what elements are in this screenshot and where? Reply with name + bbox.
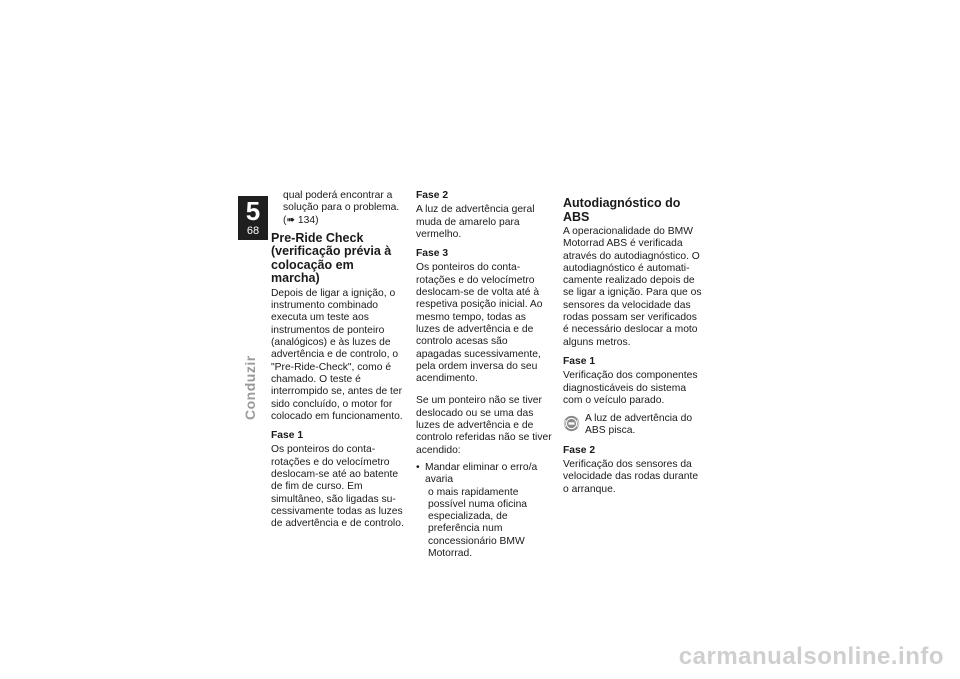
column-2 — [416, 190, 552, 565]
page-number: 68 — [246, 225, 260, 237]
fase-1-text: Os ponteiros do conta-rotações e do velocímetro deslocam-se até ao batente de fim de curso. Em simultâneo, são ligadas sucessivamente todas as luzes de advertência e de controlo. — [271, 444, 404, 530]
abs-heading: Autodiagnóstico do ABS — [563, 196, 681, 224]
chapter-number: 5 — [245, 196, 261, 226]
fase-1-title: Fase 1 — [271, 430, 304, 442]
column-1 — [271, 190, 405, 536]
bullet-icon: • — [416, 461, 420, 473]
list-item — [416, 462, 552, 487]
abs-note — [563, 413, 703, 438]
fase-2-text: A luz de advertência geral muda de amarelo para vermelho. — [416, 204, 535, 240]
column-3 — [563, 190, 703, 501]
pre-ride-check-paragraph: Depois de ligar a ignição, o instrumento combinado executa um teste aos instrumentos de ponteiro (analógicos) e às luzes de advertência e de controlo, o "Pre-Ride-Check", como é chamado. O teste é interrompido se, antes de ter sido concluído, o motor for colocado em funcionamento. — [271, 287, 403, 422]
watermark: carmanualsonline.info — [678, 643, 944, 670]
chapter-label: Conduzir — [242, 355, 258, 420]
intro-text: qual poderá encontrar a solução para o problema. (➠ 134) — [283, 190, 400, 226]
chapter-tab — [238, 196, 268, 240]
abs-paragraph: A operacionalidade do BMW Motorrad ABS é verificada através do autodiagnóstico. O autodiagnóstico é automaticamente realizado depois de se ligar a ignição. Para que os sensores da velocidade das rodas possam ser verificados é necessário deslocar a moto alguns metros. — [563, 226, 702, 348]
abs-fase-1-text: Verificação dos componentes diagnosticáveis do sistema com o veículo parado. — [563, 370, 698, 406]
list-item-text: o mais rapidamente possível numa oficina especializada, de preferência num concessionário BMW Motorrad. — [428, 486, 528, 560]
fase-3-text: Os ponteiros do conta-rotações e do velocímetro deslocam-se de volta até à respetiva posição inicial. Ao mesmo tempo, todas as luzes de advertência e de controlo acesas são apagadas sucessivamente, pela ordem inversa do seu acendimento. — [416, 262, 543, 385]
abs-note-text: A luz de advertência do ABS pisca. — [585, 413, 693, 437]
abs-warning-light-icon — [563, 415, 580, 432]
list-item-first-line: Mandar eliminar o erro/a avaria — [425, 461, 538, 486]
failure-paragraph: Se um ponteiro não se tiver deslocado ou se uma das luzes de advertência e de controlo referidas não se tiver acendido: — [416, 395, 552, 456]
fase-2-title: Fase 2 — [416, 190, 449, 201]
abs-fase-1-title: Fase 1 — [563, 355, 596, 367]
fase-3-title: Fase 3 — [416, 248, 449, 260]
abs-fase-2-text: Verificação dos sensores da velocidade das rodas durante o arranque. — [563, 459, 699, 495]
abs-fase-2-title: Fase 2 — [563, 444, 596, 456]
pre-ride-check-heading: Pre-Ride Check (verificação prévia à colocação em marcha) — [271, 230, 392, 286]
